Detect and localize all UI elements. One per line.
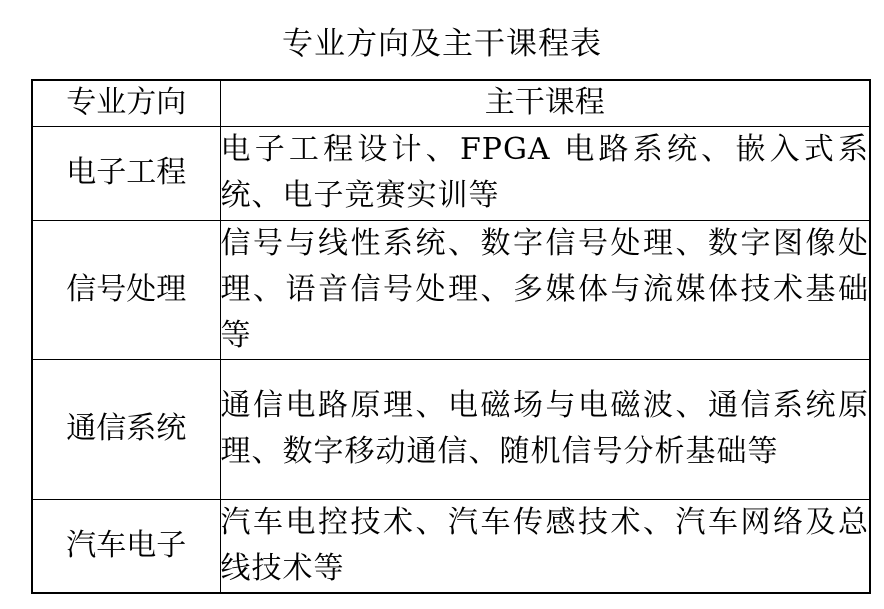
courses-cell: 通信电路原理、电磁场与电磁波、通信系统原理、数字移动通信、随机信号分析基础等: [220, 359, 870, 499]
direction-cell: 汽车电子: [32, 499, 220, 593]
direction-cell: 信号处理: [32, 220, 220, 359]
header-direction: 专业方向: [32, 80, 220, 126]
table-row: [32, 126, 870, 220]
table-row: [32, 359, 870, 499]
direction-cell: 通信系统: [32, 359, 220, 499]
courses-cell: 电子工程设计、FPGA 电路系统、嵌入式系统、电子竞赛实训等: [220, 126, 870, 220]
course-table: [31, 79, 871, 594]
table-row: [32, 499, 870, 593]
table-row: [32, 220, 870, 359]
page-title: 专业方向及主干课程表: [282, 26, 602, 62]
courses-cell: 信号与线性系统、数字信号处理、数字图像处理、语音信号处理、多媒体与流媒体技术基础等: [220, 220, 870, 359]
courses-cell: 汽车电控技术、汽车传感技术、汽车网络及总线技术等: [220, 499, 870, 593]
header-courses: 主干课程: [220, 80, 870, 126]
direction-cell: 电子工程: [32, 126, 220, 220]
table-header-row: [32, 80, 870, 126]
